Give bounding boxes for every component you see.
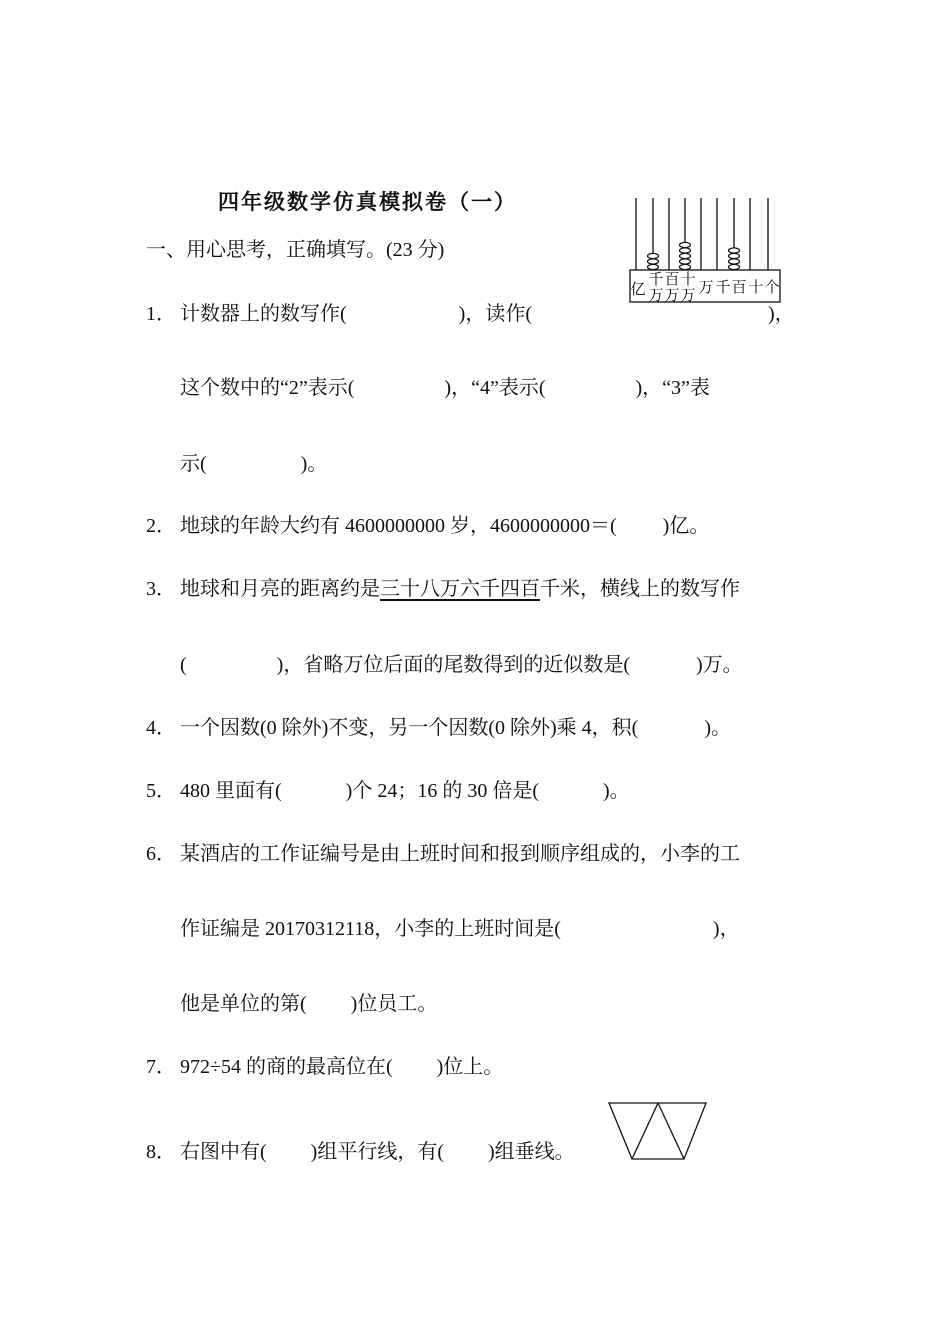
question-6-line-3: 他是单位的第( )位员工。 <box>180 993 438 1015</box>
abacus-label-shiwan-2: 万 <box>680 286 696 304</box>
question-number: 6． <box>146 843 176 865</box>
question-7: 7． 972÷54 的商的最高位在( )位上。 <box>146 1053 503 1081</box>
abacus-figure <box>628 194 784 306</box>
question-number: 8． <box>146 1141 176 1163</box>
question-number: 1． <box>146 303 176 325</box>
question-number: 5． <box>146 780 176 802</box>
question-4: 4． 一个因数(0 除外)不变，另一个因数(0 除外)乘 4，积( )。 <box>146 714 731 742</box>
question-6-line-1: 6． 某酒店的工作证编号是由上班时间和报到顺序组成的，小李的工 <box>146 840 740 868</box>
abacus-label-qianwan-2: 万 <box>648 286 664 304</box>
page-title: 四年级数学仿真模拟卷（一） <box>218 190 517 214</box>
question-2: 2． 地球的年龄大约有 4600000000 岁，4600000000＝( )亿。 <box>146 512 709 540</box>
trapezoid-outline <box>609 1103 706 1159</box>
inner-line-right <box>658 1103 684 1159</box>
abacus-beads-bai <box>729 248 740 270</box>
abacus-label-bai: 百 <box>731 278 747 296</box>
question-number: 3． <box>146 578 176 600</box>
abacus-label-ge: 个 <box>764 278 780 296</box>
abacus-label-baiwan-1: 百 <box>664 270 680 288</box>
question-number: 4． <box>146 717 176 739</box>
question-6-line-2: 作证编是 20170312118，小李的上班时间是( )， <box>180 918 740 940</box>
abacus-label-baiwan-2: 万 <box>664 286 680 304</box>
question-8: 8． 右图中有( )组平行线，有( )组垂线。 <box>146 1138 575 1166</box>
question-number: 7． <box>146 1056 176 1078</box>
abacus-label-wan: 万 <box>698 278 714 296</box>
abacus-beads-qianwan <box>648 253 659 269</box>
question-1-line-3: 示( )。 <box>180 453 328 475</box>
section-heading: 一、用心思考，正确填写。(23 分) <box>146 239 445 261</box>
question-1-line-1: 1． 计数器上的数写作( )，读作( )， <box>146 300 795 328</box>
abacus-beads-baiwan <box>680 242 691 269</box>
abacus-label-shiwan-1: 十 <box>680 270 696 288</box>
question-3-line-1: 3． 地球和月亮的距离约是三十八万六千四百千米，横线上的数写作 <box>146 575 740 603</box>
trapezoid-figure <box>606 1100 710 1164</box>
question-3-line-2: ( )，省略万位后面的尾数得到的近似数是( )万。 <box>180 654 743 676</box>
abacus-label-qian: 千 <box>715 278 731 296</box>
question-number: 2． <box>146 515 176 537</box>
abacus-label-shi: 十 <box>748 278 764 296</box>
abacus-label-qianwan-1: 千 <box>648 270 664 288</box>
question-5: 5． 480 里面有( )个 24；16 的 30 倍是( )。 <box>146 777 630 805</box>
question-1-line-2: 这个数中的“2”表示( )，“4”表示( )，“3”表 <box>180 377 710 399</box>
underlined-number-words: 三十八万六千四百 <box>380 578 540 600</box>
inner-line-left <box>632 1103 658 1159</box>
abacus-label-yi: 亿 <box>630 280 646 298</box>
